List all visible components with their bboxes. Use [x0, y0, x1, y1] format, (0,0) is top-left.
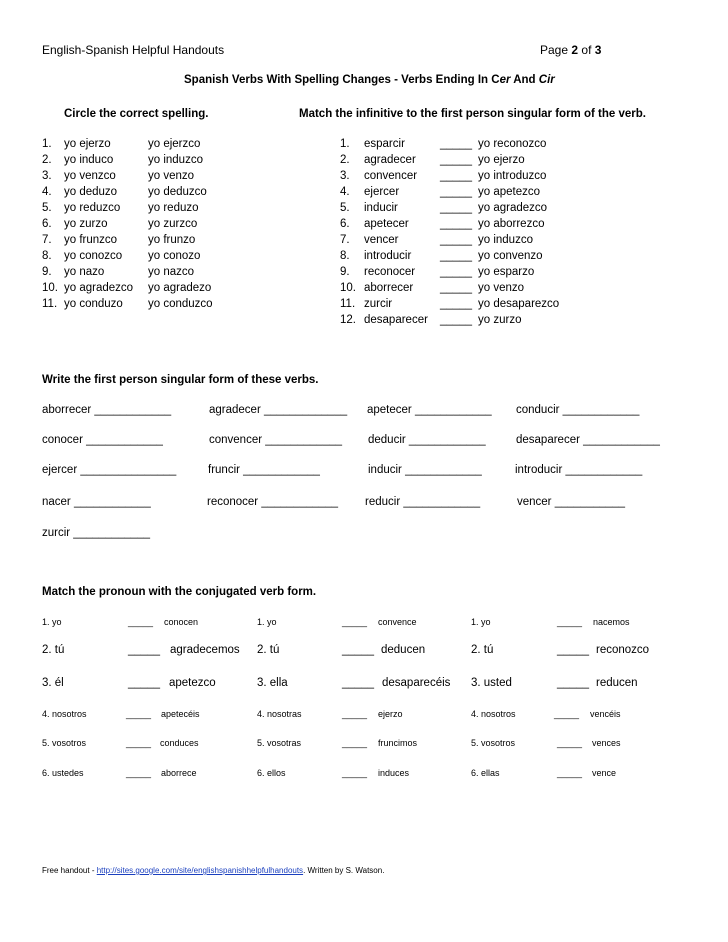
verb-blank-item[interactable]: nacer ____________: [42, 496, 151, 508]
verb-form: yo desaparezco: [478, 298, 560, 310]
verb-form: apetezco: [169, 677, 216, 689]
answer-blank[interactable]: _____: [128, 677, 160, 689]
option-a[interactable]: yo frunzco: [64, 234, 118, 246]
option-a[interactable]: yo zurzo: [64, 218, 108, 230]
option-b[interactable]: yo conduzco: [148, 298, 213, 310]
handout-series-title: English-Spanish Helpful Handouts: [42, 43, 225, 57]
pronoun: 4. nosotras: [257, 709, 302, 719]
verb-form: yo reconozco: [478, 138, 547, 150]
verb-form: ejerzo: [378, 709, 403, 719]
infinitive: vencer: [364, 234, 399, 246]
page-word: Page: [540, 43, 569, 57]
write-form-heading: Write the first person singular form of these verbs.: [42, 374, 319, 386]
verb-form: fruncimos: [378, 738, 418, 748]
pronoun: 2. tú: [42, 644, 65, 656]
page-total: 3: [594, 43, 602, 57]
verb-blank-item[interactable]: agradecer _____________: [209, 404, 348, 416]
verb-form: yo apetezco: [478, 186, 541, 198]
verb-form: reconozco: [596, 644, 650, 656]
verb-blank-item[interactable]: ejercer _______________: [42, 464, 177, 476]
verb-form: yo convenzo: [478, 250, 543, 262]
option-b[interactable]: yo nazco: [148, 266, 195, 278]
verb-blank-item[interactable]: deducir ____________: [368, 434, 486, 446]
option-a[interactable]: yo conozco: [64, 250, 123, 262]
answer-blank[interactable]: _____: [440, 314, 472, 326]
option-b[interactable]: yo venzo: [148, 170, 195, 182]
verb-form: agradecemos: [170, 644, 240, 656]
pronoun: 2. tú: [257, 644, 280, 656]
option-b[interactable]: yo deduzco: [148, 186, 207, 198]
verb-form: reducen: [596, 677, 638, 689]
page-indicator: [540, 43, 601, 57]
option-a[interactable]: yo agradezco: [64, 282, 134, 294]
verb-blank-item[interactable]: zurcir ____________: [42, 527, 151, 539]
pronoun: 6. ustedes: [42, 768, 84, 778]
pronoun: 3. ella: [257, 677, 288, 689]
infinitive: zurcir: [364, 298, 393, 310]
verb-form: yo aborrezco: [478, 218, 545, 230]
infinitive: inducir: [364, 202, 398, 214]
answer-blank[interactable]: _____: [342, 738, 368, 748]
option-a[interactable]: yo nazo: [64, 266, 105, 278]
match-infinitive-heading: Match the infinitive to the first person singular form of the verb.: [299, 108, 646, 120]
answer-blank[interactable]: _____: [440, 234, 472, 246]
verb-form: desaparecéis: [382, 677, 451, 689]
infinitive: ejercer: [364, 186, 400, 198]
answer-blank[interactable]: _____: [126, 768, 152, 778]
page-of: of: [581, 43, 592, 57]
verb-blank-item[interactable]: apetecer ____________: [367, 404, 492, 416]
infinitive: esparcir: [364, 138, 405, 150]
answer-blank[interactable]: _____: [440, 170, 472, 182]
verb-form: conocen: [164, 617, 199, 627]
verb-form: yo induzco: [478, 234, 533, 246]
verb-form: aborrece: [161, 768, 197, 778]
verb-form: apetecéis: [161, 709, 200, 719]
option-b[interactable]: yo reduzo: [148, 202, 199, 214]
option-a[interactable]: yo induco: [64, 154, 114, 166]
verb-blank-item[interactable]: aborrecer ____________: [42, 404, 172, 416]
verb-blank-item[interactable]: inducir ____________: [368, 464, 482, 476]
verb-blank-item[interactable]: reconocer ____________: [207, 496, 339, 508]
verb-blank-item[interactable]: introducir ____________: [515, 464, 643, 476]
option-b[interactable]: yo agradezo: [148, 282, 212, 294]
verb-form: vence: [592, 768, 617, 778]
pronoun: 3. usted: [471, 677, 512, 689]
verb-form: vencéis: [590, 709, 621, 719]
infinitive: convencer: [364, 170, 418, 182]
verb-blank-item[interactable]: desaparecer ____________: [516, 434, 660, 446]
pronoun: 4. nosotros: [42, 709, 87, 719]
verb-form: conduces: [160, 738, 199, 748]
answer-blank[interactable]: _____: [128, 644, 160, 656]
option-a[interactable]: yo venzco: [64, 170, 116, 182]
answer-blank[interactable]: _____: [128, 617, 154, 627]
verb-blank-item[interactable]: conocer ____________: [42, 434, 163, 446]
pronoun: 5. vosotras: [257, 738, 302, 748]
answer-blank[interactable]: _____: [440, 250, 472, 262]
option-a[interactable]: yo deduzo: [64, 186, 118, 198]
pronoun: 5. vosotros: [471, 738, 516, 748]
infinitive: aborrecer: [364, 282, 414, 294]
answer-blank[interactable]: _____: [342, 644, 374, 656]
answer-blank[interactable]: _____: [557, 677, 589, 689]
option-b[interactable]: yo ejerzco: [148, 138, 201, 150]
verb-blank-item[interactable]: convencer ____________: [209, 434, 343, 446]
answer-blank[interactable]: _____: [342, 768, 368, 778]
option-a[interactable]: yo conduzo: [64, 298, 123, 310]
answer-blank[interactable]: _____: [342, 677, 374, 689]
answer-blank[interactable]: _____: [557, 738, 583, 748]
option-b[interactable]: yo conozo: [148, 250, 201, 262]
answer-blank[interactable]: _____: [342, 617, 368, 627]
verb-form: yo esparzo: [478, 266, 535, 278]
footer: Free handout - http://sites.google.com/site/englishspanishhelpfulhandouts. Written by S. Watson.: [42, 866, 385, 875]
answer-blank[interactable]: _____: [557, 617, 583, 627]
answer-blank[interactable]: _____: [440, 218, 472, 230]
answer-blank[interactable]: _____: [440, 138, 472, 150]
verb-form: yo venzo: [478, 282, 525, 294]
option-a[interactable]: yo ejerzo: [64, 138, 111, 150]
verb-blank-item[interactable]: fruncir ____________: [208, 464, 320, 476]
answer-blank[interactable]: _____: [342, 709, 368, 719]
pronoun: 1. yo: [42, 617, 62, 627]
answer-blank[interactable]: _____: [440, 202, 472, 214]
answer-blank[interactable]: _____: [440, 282, 472, 294]
page-current: 2: [571, 43, 579, 57]
option-b[interactable]: yo frunzo: [148, 234, 196, 246]
pronoun: 4. nosotros: [471, 709, 516, 719]
verb-form: yo zurzo: [478, 314, 522, 326]
pronoun: 6. ellas: [471, 768, 500, 778]
infinitive: introducir: [364, 250, 412, 262]
verb-blank-item[interactable]: reducir ____________: [365, 496, 481, 508]
verb-form: yo introduzco: [478, 170, 547, 182]
answer-blank[interactable]: _____: [440, 154, 472, 166]
option-b[interactable]: yo induzco: [148, 154, 203, 166]
pronoun: 5. vosotros: [42, 738, 87, 748]
infinitive: desaparecer: [364, 314, 428, 326]
infinitive: apetecer: [364, 218, 409, 230]
circle-spelling-heading: Circle the correct spelling.: [64, 108, 209, 120]
answer-blank[interactable]: _____: [126, 709, 152, 719]
pronoun: 2. tú: [471, 644, 494, 656]
verb-blank-item[interactable]: vencer ___________: [517, 496, 626, 508]
answer-blank[interactable]: _____: [557, 644, 589, 656]
match-pronoun-heading: Match the pronoun with the conjugated verb form.: [42, 586, 317, 598]
answer-blank[interactable]: _____: [440, 298, 472, 310]
verb-form: deducen: [381, 644, 426, 656]
handout-site-link[interactable]: http://sites.google.com/site/englishspanishhelpfulhandouts: [96, 866, 304, 875]
verb-form: yo agradezco: [478, 202, 548, 214]
page-title: Spanish Verbs With Spelling Changes - Verbs Ending In Cer And Cir: [184, 74, 555, 86]
answer-blank[interactable]: _____: [557, 768, 583, 778]
pronoun: 1. yo: [257, 617, 277, 627]
infinitive: agradecer: [364, 154, 416, 166]
option-b[interactable]: yo zurzco: [148, 218, 198, 230]
answer-blank[interactable]: _____: [126, 738, 152, 748]
verb-blank-item[interactable]: conducir ____________: [516, 404, 640, 416]
verb-form: vences: [592, 738, 621, 748]
pronoun: 1. yo: [471, 617, 491, 627]
answer-blank[interactable]: _____: [440, 266, 472, 278]
verb-form: convence: [378, 617, 417, 627]
answer-blank[interactable]: _____: [440, 186, 472, 198]
infinitive: reconocer: [364, 266, 416, 278]
verb-form: yo ejerzo: [478, 154, 525, 166]
option-a[interactable]: yo reduzco: [64, 202, 121, 214]
verb-form: induces: [378, 768, 410, 778]
pronoun: 3. él: [42, 677, 64, 689]
verb-form: nacemos: [593, 617, 630, 627]
pronoun: 6. ellos: [257, 768, 286, 778]
answer-blank[interactable]: _____: [554, 709, 580, 719]
